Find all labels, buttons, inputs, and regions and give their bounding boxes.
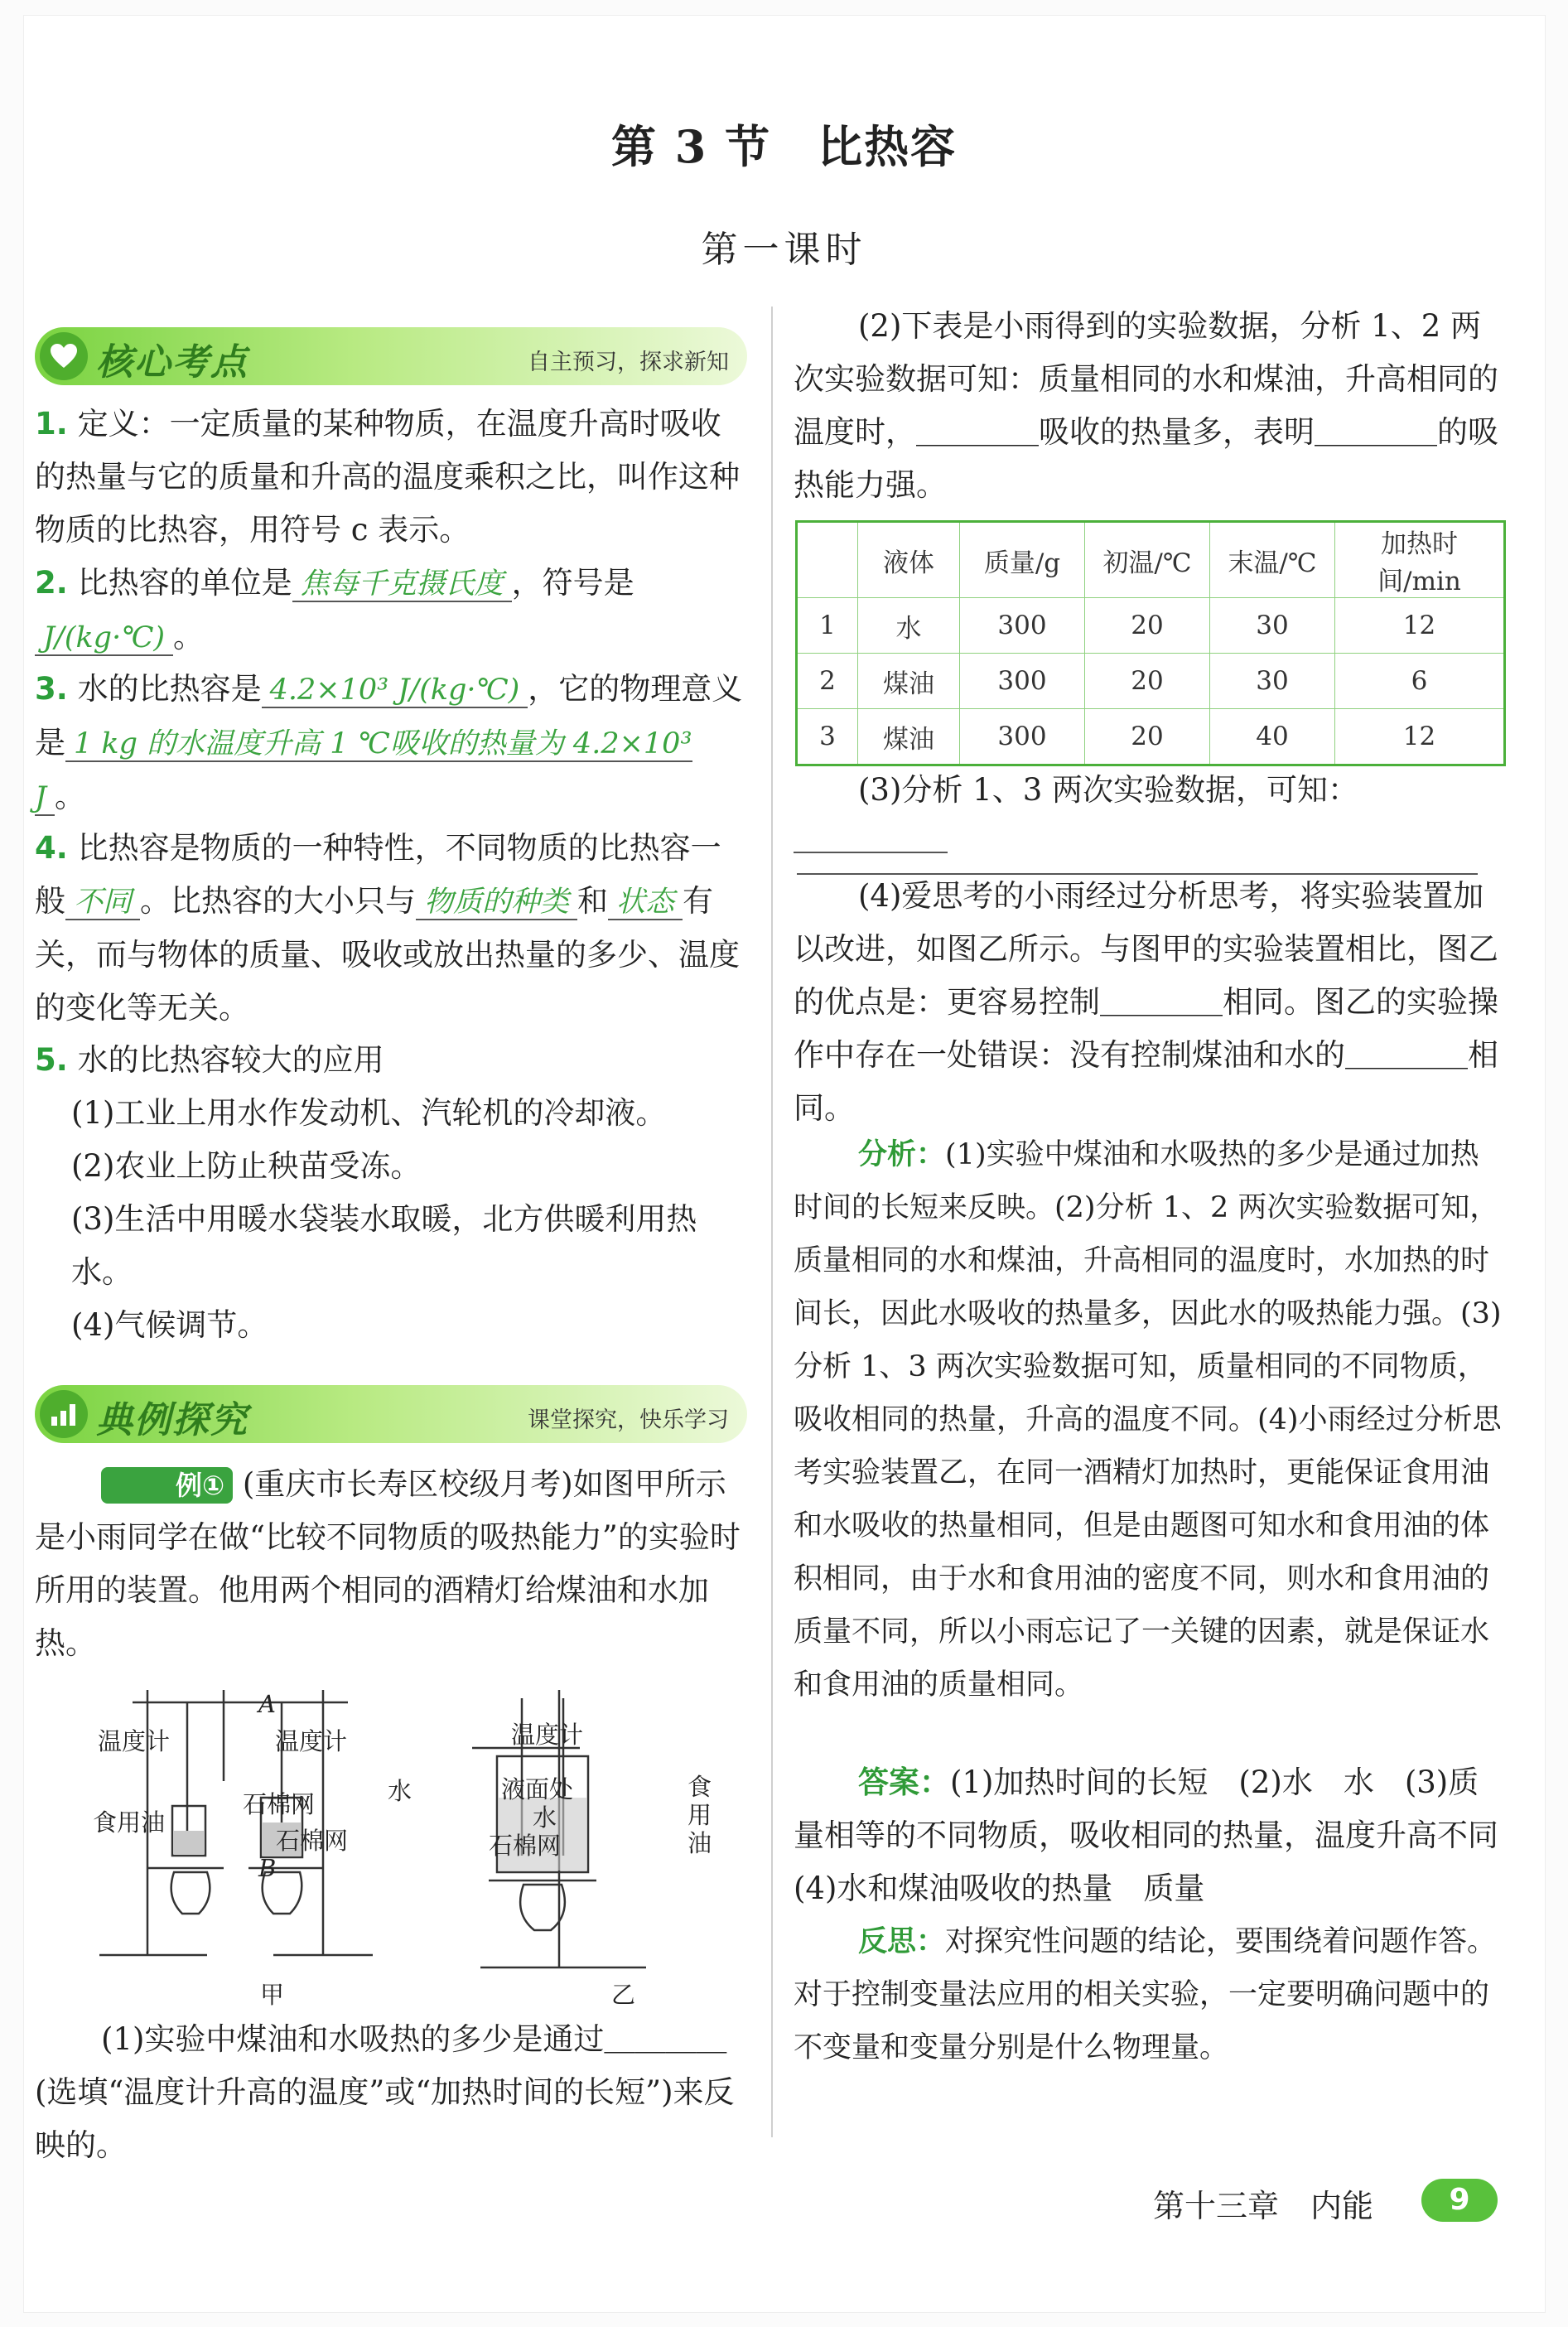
- item-2: 2. 比热容的单位是 焦每千克摄氏度 ，符号是J/(kg·℃) 。: [35, 565, 634, 654]
- core-points-subtitle: 自主预习，探求新知: [528, 350, 729, 375]
- page-number: 9: [1421, 2179, 1498, 2222]
- answer-physical-meaning: 1 kg 的水温度升高 1 ℃吸收的热量为 4.2×10³ J: [35, 727, 692, 814]
- reflection: 反思：对探究性问题的结论，要围绕着问题作答。对于控制变量法应用的相关实验，一定要明确问题中的不变量和变量分别是什么物理量。: [794, 1925, 1497, 2064]
- fig-c-oil: 食用油: [688, 1773, 712, 1857]
- figure-caption-a: 甲: [260, 1981, 285, 2009]
- answer-water-c: 4.2×10³ J/(kg·℃): [262, 673, 528, 708]
- fig-c-water: 水: [533, 1803, 557, 1832]
- experiment-figure: [83, 1682, 745, 2005]
- column-divider: [771, 307, 773, 2137]
- question-1: (1)实验中煤油和水吸热的多少是通过＿＿＿＿(选填“温度计升高的温度”或“加热时间的长短”)来反映的。: [35, 2021, 735, 2163]
- answer-label: 答案：: [858, 1765, 950, 1800]
- answer-substance-type: 物质的种类: [416, 886, 577, 920]
- table-row: 3 煤油 300 20 40 12: [797, 709, 1505, 765]
- table-row: 2 煤油 300 20 30 6: [797, 654, 1505, 709]
- answer-unit-symbol: J/(kg·℃): [35, 621, 173, 656]
- core-points-banner: [35, 327, 747, 385]
- application-4: (4)气候调节。: [71, 1307, 268, 1343]
- item-5: 5. 水的比热容较大的应用: [35, 1042, 384, 1078]
- answer-state: 状态: [608, 886, 683, 920]
- analysis: 分析：(1)实验中煤油和水吸热的多少是通过加热时间的长短来反映。(2)分析 1、2 两次实验数据可知，质量相同的水和煤油，升高相同的温度时，水加热的时间长，因此水吸收的热量多，因此水的吸热能力强。(3)分析 1、3 两次实验数据可知，质量相同的不同物质，吸收相同的热量，升高的温度不同。(4)小雨经过分析思考实验装置乙，在同一酒精灯加热时，更能保证食用油和水吸收的热量相同，但是由题图可知水和食用油的体积相同，由于水和食用油的密度不同，则水和食用油的质量不同，所以小雨忘记了一关键的因素，就是保证水和食用油的质量相同。: [794, 1138, 1502, 1702]
- figure-caption-b: 乙: [611, 1981, 636, 2009]
- chapter-footer: 第十三章 内能: [1153, 2188, 1374, 2224]
- answer: 答案：(1)加热时间的长短 (2)水 水 (3)质量相等的不同物质，吸收相同的热量，温度升高不同 (4)水和煤油吸收的热量 质量: [794, 1765, 1529, 1906]
- examples-banner: [35, 1385, 747, 1443]
- lesson-subtitle: 第一课时: [701, 229, 867, 271]
- question-2: (2)下表是小雨得到的实验数据，分析 1、2 两次实验数据可知：质量相同的水和煤油，升高相同的温度时，＿＿＿＿吸收的热量多，表明＿＿＿＿的吸热能力强。: [794, 308, 1498, 503]
- example-tag: 例①: [101, 1467, 233, 1504]
- answer-different: 不同: [65, 886, 140, 920]
- application-3: (3)生活中用暖水袋装水取暖，北方供暖利用热水。: [71, 1201, 697, 1290]
- application-2: (2)农业上防止秧苗受冻。: [71, 1148, 422, 1184]
- reflection-label: 反思：: [858, 1925, 946, 1958]
- question-3: (3)分析 1、3 两次实验数据，可知：: [794, 764, 1504, 870]
- fig-b-water: 水: [388, 1777, 413, 1805]
- fig-b-thermometer: 温度计: [275, 1727, 348, 1755]
- item-4: 4. 比热容是物质的一种特性，不同物质的比热容一般 不同 。比热容的大小只与 物质的种类 和 状态 有关，而与物体的质量、吸收或放出热量的多少、温度的变化等无关。: [35, 830, 740, 1026]
- core-points-title: 核心考点: [96, 341, 248, 384]
- analysis-label: 分析：: [858, 1138, 946, 1171]
- page-title: 第 3 节 比热容: [610, 120, 958, 173]
- heart-icon: [40, 332, 88, 380]
- table-header-row: 液体 质量/g 初温/℃ 末温/℃ 加热时间/min: [797, 522, 1505, 598]
- fig-c-gauze: 石棉网: [489, 1832, 562, 1860]
- application-1: (1)工业上用水作发动机、汽轮机的冷却液。: [71, 1095, 667, 1131]
- examples-subtitle: 课堂探究，快乐学习: [528, 1407, 729, 1433]
- item-1: 1. 定义：一定质量的某种物质，在温度升高时吸收的热量与它的质量和升高的温度乘积之比，叫作这种物质的比热容，用符号 c 表示。: [35, 406, 740, 548]
- fig-a-thermometer: 温度计: [98, 1727, 171, 1755]
- fig-b-gauze: 石棉网: [276, 1827, 349, 1855]
- fig-c-liquid-level: 液面处: [501, 1775, 574, 1803]
- bar-chart-icon: [40, 1390, 88, 1438]
- examples-title: 典例探究: [96, 1399, 248, 1441]
- answer-unit-name: 焦每千克摄氏度: [292, 567, 512, 602]
- item-3: 3. 水的比热容是 4.2×10³ J/(kg·℃) ，它的物理意义是 1 kg 的水温度升高 1 ℃吸收的热量为 4.2×10³ J 。: [35, 671, 743, 814]
- question-4: (4)爱思考的小雨经过分析思考，将实验装置加以改进，如图乙所示。与图甲的实验装置相比，图乙的优点是：更容易控制＿＿＿＿相同。图乙的实验操作中存在一处错误：没有控制煤油和水的＿＿＿＿相同。: [794, 878, 1498, 1126]
- fig-a-point-a: A: [258, 1690, 276, 1718]
- example-1: 例① (重庆市长寿区校级月考)如图甲所示是小雨同学在做“比较不同物质的吸热能力”的实验时所用的装置。他用两个相同的酒精灯给煤油和水加热。: [35, 1466, 741, 1661]
- fig-a-oil: 食用油: [93, 1808, 166, 1837]
- fig-c-thermometer: 温度计: [511, 1721, 584, 1749]
- data-table: [795, 520, 1506, 766]
- table-row: 1 水 300 20 30 12: [797, 598, 1505, 654]
- fig-a-gauze: 石棉网: [243, 1790, 316, 1818]
- fig-a-point-b: B: [258, 1854, 277, 1882]
